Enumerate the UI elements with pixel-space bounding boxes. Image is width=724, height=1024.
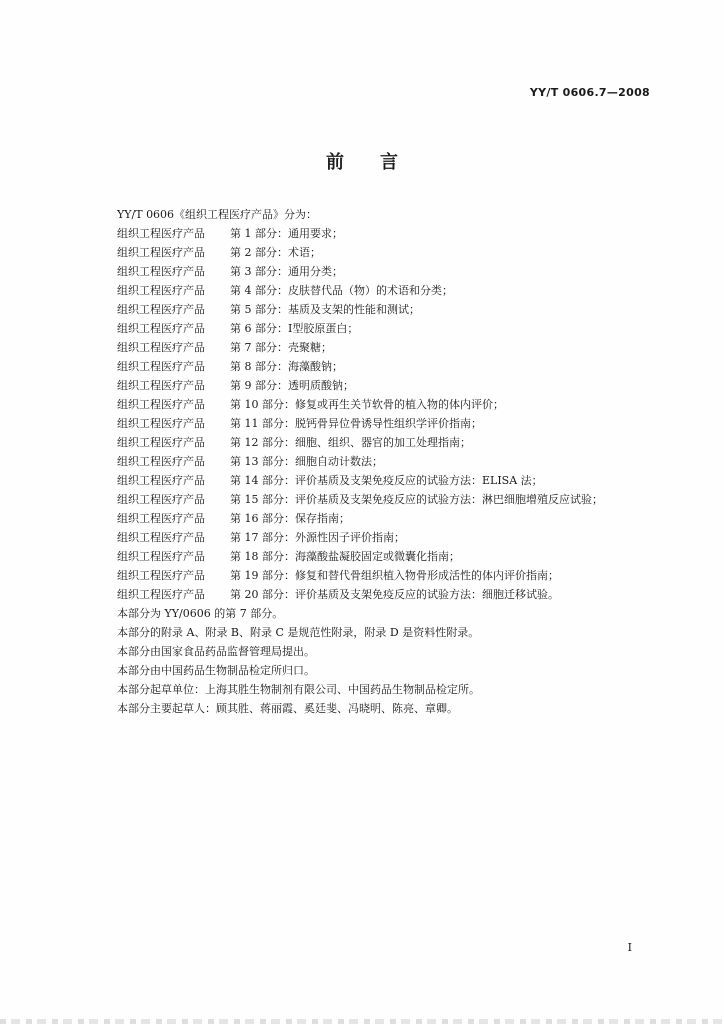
statement-line: 本部分起草单位：上海其胜生物制剂有限公司、中国药品生物制品检定所。 [117, 683, 480, 696]
part-list-item [117, 224, 657, 243]
part-series-name: 组织工程医疗产品 [117, 569, 205, 582]
part-title: 第 15 部分：评价基质及支架免疫反应的试验方法：淋巴细胞增殖反应试验； [230, 493, 603, 506]
part-title: 第 2 部分：术语； [230, 246, 321, 259]
part-series-name: 组织工程医疗产品 [117, 550, 205, 563]
part-list-item [117, 585, 657, 604]
part-title: 第 10 部分：修复或再生关节软骨的植入物的体内评价； [230, 398, 504, 411]
part-title: 第 1 部分：通用要求； [230, 227, 343, 240]
part-title: 第 16 部分：保存指南； [230, 512, 350, 525]
part-series-name: 组织工程医疗产品 [117, 265, 205, 278]
part-series-name: 组织工程医疗产品 [117, 341, 205, 354]
document-code: YY/T 0606.7—2008 [529, 86, 650, 99]
part-series-name: 组织工程医疗产品 [117, 531, 205, 544]
statements-list [117, 604, 657, 718]
part-title: 第 11 部分：脱钙骨异位骨诱导性组织学评价指南； [230, 417, 482, 430]
statement-line: 本部分为 YY/0606 的第 7 部分。 [117, 607, 284, 620]
part-title: 第 13 部分：细胞自动计数法； [230, 455, 383, 468]
part-title: 第 8 部分：海藻酸钠； [230, 360, 343, 373]
foreword-body [117, 205, 657, 718]
part-title: 第 4 部分：皮肤替代品（物）的术语和分类； [230, 284, 453, 297]
part-series-name: 组织工程医疗产品 [117, 455, 205, 468]
part-series-name: 组织工程医疗产品 [117, 379, 205, 392]
part-list-item [117, 395, 657, 414]
part-list-item [117, 262, 657, 281]
part-list-item [117, 452, 657, 471]
part-series-name: 组织工程医疗产品 [117, 322, 205, 335]
part-series-name: 组织工程医疗产品 [117, 512, 205, 525]
part-series-name: 组织工程医疗产品 [117, 436, 205, 449]
part-series-name: 组织工程医疗产品 [117, 303, 205, 316]
part-list-item [117, 566, 657, 585]
part-list-item [117, 281, 657, 300]
part-title: 第 17 部分：外源性因子评价指南； [230, 531, 405, 544]
part-series-name: 组织工程医疗产品 [117, 227, 205, 240]
part-series-name: 组织工程医疗产品 [117, 360, 205, 373]
part-list-item [117, 319, 657, 338]
intro-line: YY/T 0606《组织工程医疗产品》分为： [117, 208, 318, 221]
part-series-name: 组织工程医疗产品 [117, 398, 205, 411]
part-title: 第 9 部分：透明质酸钠； [230, 379, 354, 392]
statement-line: 本部分的附录 A、附录 B、附录 C 是规范性附录，附录 D 是资料性附录。 [117, 626, 480, 639]
part-list-item [117, 471, 657, 490]
part-title: 第 18 部分：海藻酸盐凝胶固定或微囊化指南； [230, 550, 460, 563]
part-title: 第 5 部分：基质及支架的性能和测试； [230, 303, 420, 316]
part-series-name: 组织工程医疗产品 [117, 474, 205, 487]
statement-line: 本部分主要起草人：顾其胜、蒋丽霞、奚廷斐、冯晓明、陈亮、章卿。 [117, 702, 458, 715]
part-title: 第 6 部分：Ⅰ型胶原蛋白； [230, 322, 359, 335]
part-title: 第 14 部分：评价基质及支架免疫反应的试验方法：ELISA 法； [230, 474, 543, 487]
statement-line: 本部分由中国药品生物制品检定所归口。 [117, 664, 315, 677]
part-list-item [117, 528, 657, 547]
part-title: 第 7 部分：壳聚糖； [230, 341, 332, 354]
part-list-item [117, 490, 657, 509]
page-number: I [627, 941, 632, 954]
part-list-item [117, 243, 657, 262]
page-title: 前言 [326, 152, 434, 173]
parts-list [117, 224, 657, 604]
part-series-name: 组织工程医疗产品 [117, 417, 205, 430]
part-list-item [117, 300, 657, 319]
part-list-item [117, 433, 657, 452]
part-series-name: 组织工程医疗产品 [117, 493, 205, 506]
part-list-item [117, 547, 657, 566]
part-series-name: 组织工程医疗产品 [117, 246, 205, 259]
part-title: 第 3 部分：通用分类； [230, 265, 343, 278]
part-list-item [117, 357, 657, 376]
part-title: 第 19 部分：修复和替代骨组织植入物骨形成活性的体内评价指南； [230, 569, 559, 582]
part-series-name: 组织工程医疗产品 [117, 284, 205, 297]
part-list-item [117, 509, 657, 528]
part-list-item [117, 338, 657, 357]
part-title: 第 12 部分：细胞、组织、器官的加工处理指南； [230, 436, 471, 449]
scan-edge-artifact [0, 1019, 724, 1024]
part-title: 第 20 部分：评价基质及支架免疫反应的试验方法：细胞迁移试验。 [230, 588, 559, 601]
statement-line: 本部分由国家食品药品监督管理局提出。 [117, 645, 315, 658]
part-list-item [117, 376, 657, 395]
part-series-name: 组织工程医疗产品 [117, 588, 205, 601]
part-list-item [117, 414, 657, 433]
